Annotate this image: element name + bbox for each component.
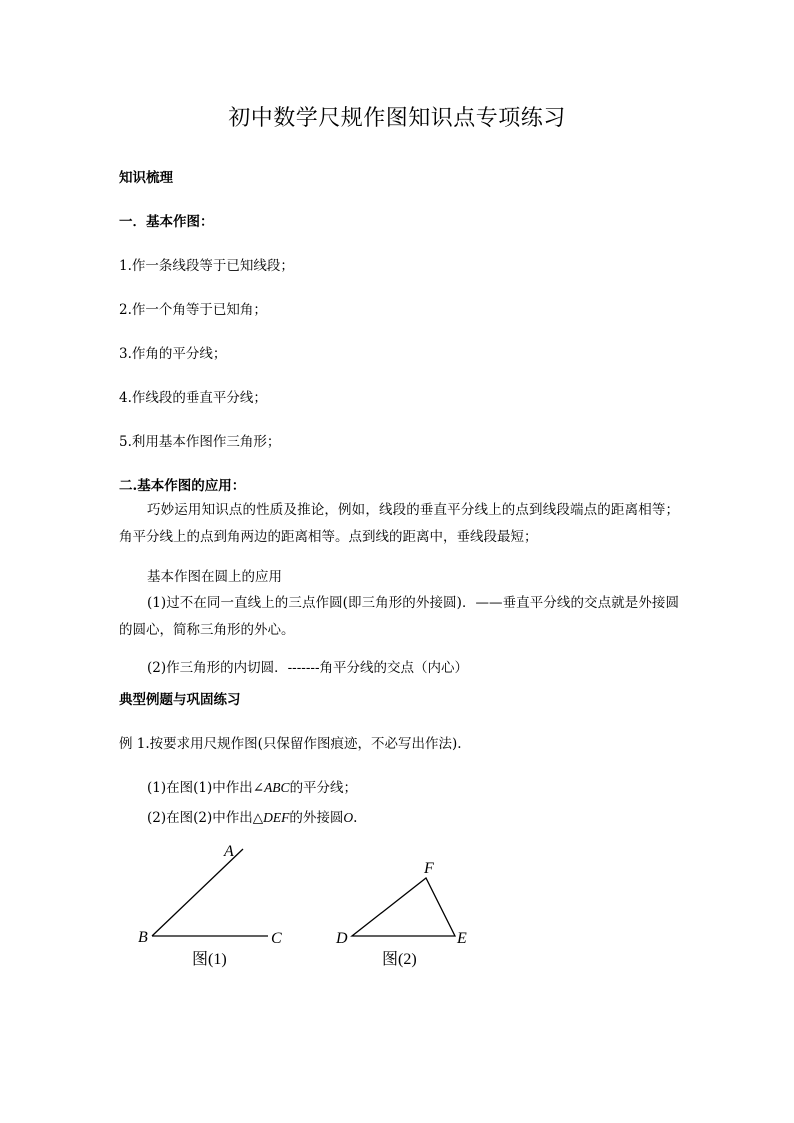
- label-A: A: [224, 843, 234, 860]
- label-D: D: [336, 930, 348, 947]
- part2-heading: 二.基本作图的应用：: [119, 478, 246, 494]
- part1-item-5: 5.利用基本作图作三角形；: [119, 434, 281, 450]
- q2-prefix: (2)在图(2)中作出△: [147, 810, 264, 826]
- part1-item-1: 1.作一条线段等于已知线段；: [119, 258, 294, 274]
- section-heading-knowledge: 知识梳理: [119, 170, 173, 186]
- q1-prefix: (1)在图(1)中作出∠: [147, 780, 265, 796]
- example1-question-1: [147, 776, 357, 796]
- label-E: E: [457, 930, 467, 947]
- q2-circle-name: O: [343, 810, 354, 825]
- label-F: F: [424, 860, 434, 877]
- part1-item-4: 4.作线段的垂直平分线；: [119, 390, 267, 406]
- circle-item-2: (2)作三角形的内切圆．-------角平分线的交点（内心）: [147, 660, 469, 676]
- label-C: C: [271, 930, 282, 947]
- part1-item-3: 3.作角的平分线；: [119, 346, 227, 362]
- q1-suffix: 的平分线；: [289, 780, 358, 796]
- circle-heading: 基本作图在圆上的应用: [147, 569, 282, 585]
- part1-heading: 一．基本作图：: [119, 214, 214, 230]
- part1-item-2: 2.作一个角等于已知角；: [119, 302, 267, 318]
- example1-intro: 例 1.按要求用尺规作图(只保留作图痕迹，不必写出作法).: [119, 736, 462, 752]
- q2-triangle-name: DEF: [263, 810, 290, 825]
- section-heading-examples: 典型例题与巩固练习: [119, 692, 241, 708]
- triangle-DEF: [352, 878, 455, 936]
- figure-1-angle: [130, 838, 300, 973]
- ray-BA: [152, 849, 243, 936]
- figure-2-triangle: [330, 850, 480, 973]
- q1-angle-name: ABC: [264, 780, 290, 795]
- figure-1-caption: 图(1): [192, 951, 227, 968]
- label-B: B: [138, 929, 148, 946]
- circle-item-1: (1)过不在同一直线上的三点作圆(即三角形的外接圆)．——垂直平分线的交点就是外接圆的圆心，简称三角形的外心。: [119, 595, 679, 638]
- page-title: 初中数学尺规作图知识点专项练习: [228, 106, 566, 131]
- example1-question-2: [147, 806, 357, 826]
- part2-paragraph: 巧妙运用知识点的性质及推论，例如，线段的垂直平分线上的点到线段端点的距离相等；角平分线上的点到角两边的距离相等。点到线的距离中，垂线段最短；: [119, 502, 679, 545]
- figure-2-caption: 图(2): [382, 951, 417, 968]
- q2-mid: 的外接圆: [289, 810, 344, 826]
- q2-suffix: .: [353, 810, 358, 826]
